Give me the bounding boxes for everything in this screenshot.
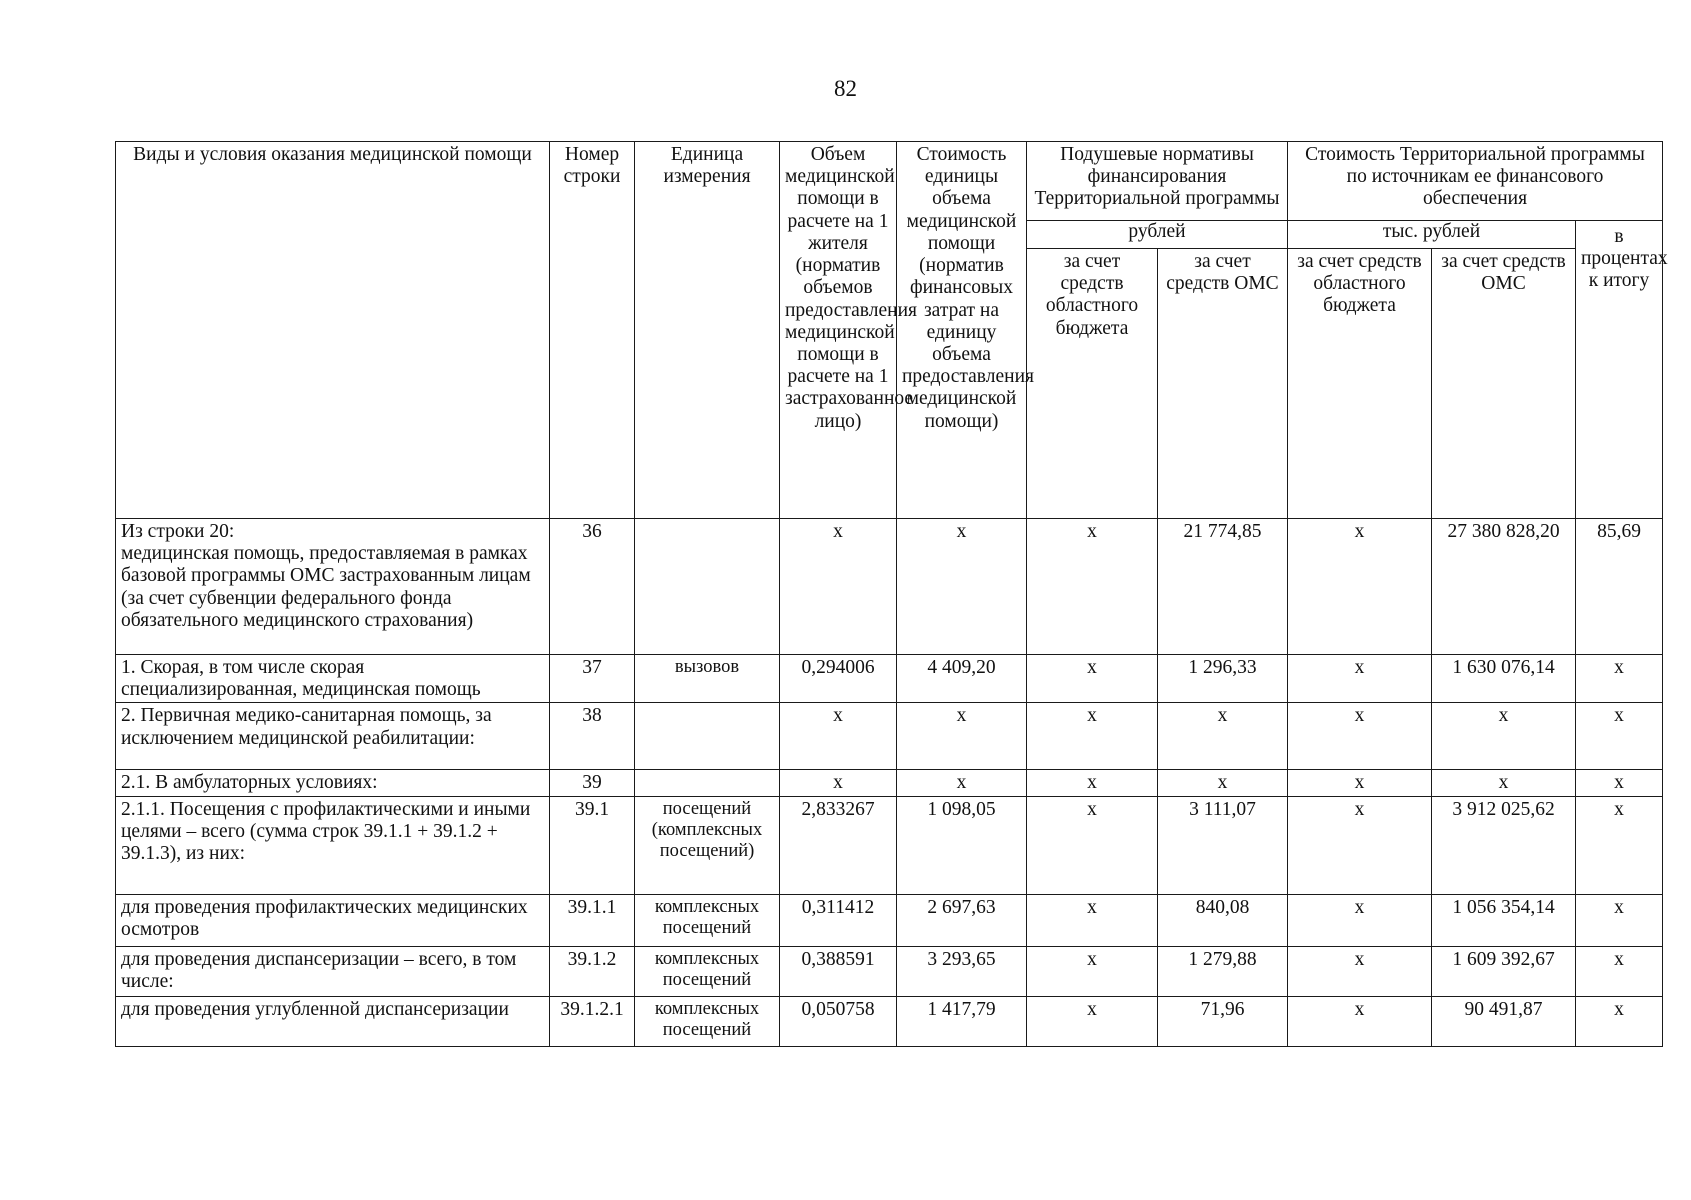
cell-volume: 0,388591: [780, 946, 897, 996]
table-row: [116, 770, 1663, 796]
cell-kind: 2.1.1. Посещения с профилактическими и иными целями – всего (сумма строк 39.1.1 + 39.1.2 + 39.1.3), из них:: [116, 796, 550, 894]
cell-row-number: 38: [550, 703, 635, 770]
financing-table: [115, 141, 1668, 1047]
cell-kind: для проведения диспансеризации – всего, в том числе:: [116, 946, 550, 996]
cell-per-capita-oms: x: [1158, 703, 1288, 770]
cell-unit: комплексных посещений: [635, 946, 780, 996]
cell-unit-cost: 4 409,20: [897, 655, 1027, 703]
header-per-capita-group: Подушевые нормативы финансирования Территориальной программы: [1027, 142, 1288, 221]
header-percent: в процентах к итогу: [1576, 221, 1663, 519]
cell-total-budget: x: [1288, 996, 1432, 1046]
cell-total-budget: x: [1288, 894, 1432, 946]
cell-total-oms: x: [1432, 770, 1576, 796]
cell-percent: x: [1576, 894, 1663, 946]
header-unit-rub: рублей: [1027, 221, 1288, 249]
cell-per-capita-budget: x: [1027, 946, 1158, 996]
header-per-capita-oms: за счет средств ОМС: [1158, 249, 1288, 519]
header-total-budget: за счет средств областного бюджета: [1288, 249, 1432, 519]
cell-volume: 0,294006: [780, 655, 897, 703]
cell-unit: [635, 703, 780, 770]
cell-percent: x: [1576, 655, 1663, 703]
header-row-1: [116, 142, 1663, 221]
header-per-capita-budget: за счет средств областного бюджета: [1027, 249, 1158, 519]
cell-total-budget: x: [1288, 703, 1432, 770]
cell-row-number: 39.1.2.1: [550, 996, 635, 1046]
cell-unit: вызовов: [635, 655, 780, 703]
cell-per-capita-budget: x: [1027, 703, 1158, 770]
cell-per-capita-budget: x: [1027, 894, 1158, 946]
cell-kind: 2.1. В амбулаторных условиях:: [116, 770, 550, 796]
cell-unit: посещений (комплексных посещений): [635, 796, 780, 894]
header-total-oms: за счет средств ОМС: [1432, 249, 1576, 519]
header-volume: Объем медицинской помощи в расчете на 1 жителя (норматив объемов предоставления медицинской помощи в расчете на 1 застрахованное лицо): [780, 142, 897, 519]
cell-percent: 85,69: [1576, 519, 1663, 655]
header-row-number: Номер строки: [550, 142, 635, 519]
table-row: [116, 796, 1663, 894]
cell-kind: 1. Скорая, в том числе скорая специализированная, медицинская помощь: [116, 655, 550, 703]
cell-volume: 0,050758: [780, 996, 897, 1046]
cell-unit-cost: 3 293,65: [897, 946, 1027, 996]
cell-per-capita-budget: x: [1027, 770, 1158, 796]
cell-unit: комплексных посещений: [635, 894, 780, 946]
cell-unit-cost: 2 697,63: [897, 894, 1027, 946]
cell-percent: x: [1576, 796, 1663, 894]
cell-total-budget: x: [1288, 519, 1432, 655]
cell-total-budget: x: [1288, 946, 1432, 996]
table-row: [116, 655, 1663, 703]
cell-total-oms: 1 630 076,14: [1432, 655, 1576, 703]
cell-total-oms: 1 609 392,67: [1432, 946, 1576, 996]
cell-unit: [635, 770, 780, 796]
cell-per-capita-oms: 21 774,85: [1158, 519, 1288, 655]
header-cost: Стоимость единицы объема медицинской помощи (норматив финансовых затрат на единицу объема предоставления медицинской помощи): [897, 142, 1027, 519]
cell-total-budget: x: [1288, 796, 1432, 894]
cell-volume: x: [780, 703, 897, 770]
cell-per-capita-budget: x: [1027, 519, 1158, 655]
table-row: [116, 519, 1663, 655]
cell-per-capita-budget: x: [1027, 996, 1158, 1046]
cell-volume: x: [780, 519, 897, 655]
cell-total-oms: 90 491,87: [1432, 996, 1576, 1046]
table-row: [116, 946, 1663, 996]
header-kind: Виды и условия оказания медицинской помощи: [116, 142, 550, 519]
cell-per-capita-budget: x: [1027, 796, 1158, 894]
cell-volume: 2,833267: [780, 796, 897, 894]
cell-volume: x: [780, 770, 897, 796]
cell-total-budget: x: [1288, 770, 1432, 796]
cell-per-capita-oms: x: [1158, 770, 1288, 796]
cell-unit-cost: x: [897, 703, 1027, 770]
header-unit-thousand-rub: тыс. рублей: [1288, 221, 1576, 249]
cell-per-capita-oms: 3 111,07: [1158, 796, 1288, 894]
cell-row-number: 37: [550, 655, 635, 703]
cell-per-capita-oms: 1 279,88: [1158, 946, 1288, 996]
cell-total-oms: 3 912 025,62: [1432, 796, 1576, 894]
header-total-cost-group: Стоимость Территориальной программы по источникам ее финансового обеспечения: [1288, 142, 1663, 221]
table-row: [116, 996, 1663, 1046]
page-number: 82: [834, 76, 857, 101]
cell-unit-cost: 1 098,05: [897, 796, 1027, 894]
cell-row-number: 36: [550, 519, 635, 655]
cell-unit-cost: 1 417,79: [897, 996, 1027, 1046]
header-unit: Единица измерения: [635, 142, 780, 519]
cell-unit: комплексных посещений: [635, 996, 780, 1046]
cell-percent: x: [1576, 996, 1663, 1046]
cell-volume: 0,311412: [780, 894, 897, 946]
cell-total-oms: 1 056 354,14: [1432, 894, 1576, 946]
table-row: [116, 894, 1663, 946]
cell-percent: x: [1576, 703, 1663, 770]
cell-kind: для проведения углубленной диспансеризации: [116, 996, 550, 1046]
cell-percent: x: [1576, 946, 1663, 996]
cell-row-number: 39.1: [550, 796, 635, 894]
cell-unit-cost: x: [897, 519, 1027, 655]
table-row: [116, 703, 1663, 770]
cell-per-capita-oms: 71,96: [1158, 996, 1288, 1046]
cell-row-number: 39: [550, 770, 635, 796]
cell-percent: x: [1576, 770, 1663, 796]
cell-per-capita-oms: 1 296,33: [1158, 655, 1288, 703]
cell-per-capita-budget: x: [1027, 655, 1158, 703]
cell-kind: Из строки 20: медицинская помощь, предоставляемая в рамках базовой программы ОМС застрахованным лицам (за счет субвенции федерального фонда обязательного медицинского страхования): [116, 519, 550, 655]
cell-total-budget: x: [1288, 655, 1432, 703]
cell-unit-cost: x: [897, 770, 1027, 796]
cell-kind: 2. Первичная медико-санитарная помощь, за исключением медицинской реабилитации:: [116, 703, 550, 770]
cell-row-number: 39.1.2: [550, 946, 635, 996]
cell-kind: для проведения профилактических медицинских осмотров: [116, 894, 550, 946]
cell-per-capita-oms: 840,08: [1158, 894, 1288, 946]
cell-unit: [635, 519, 780, 655]
cell-total-oms: x: [1432, 703, 1576, 770]
cell-row-number: 39.1.1: [550, 894, 635, 946]
cell-total-oms: 27 380 828,20: [1432, 519, 1576, 655]
